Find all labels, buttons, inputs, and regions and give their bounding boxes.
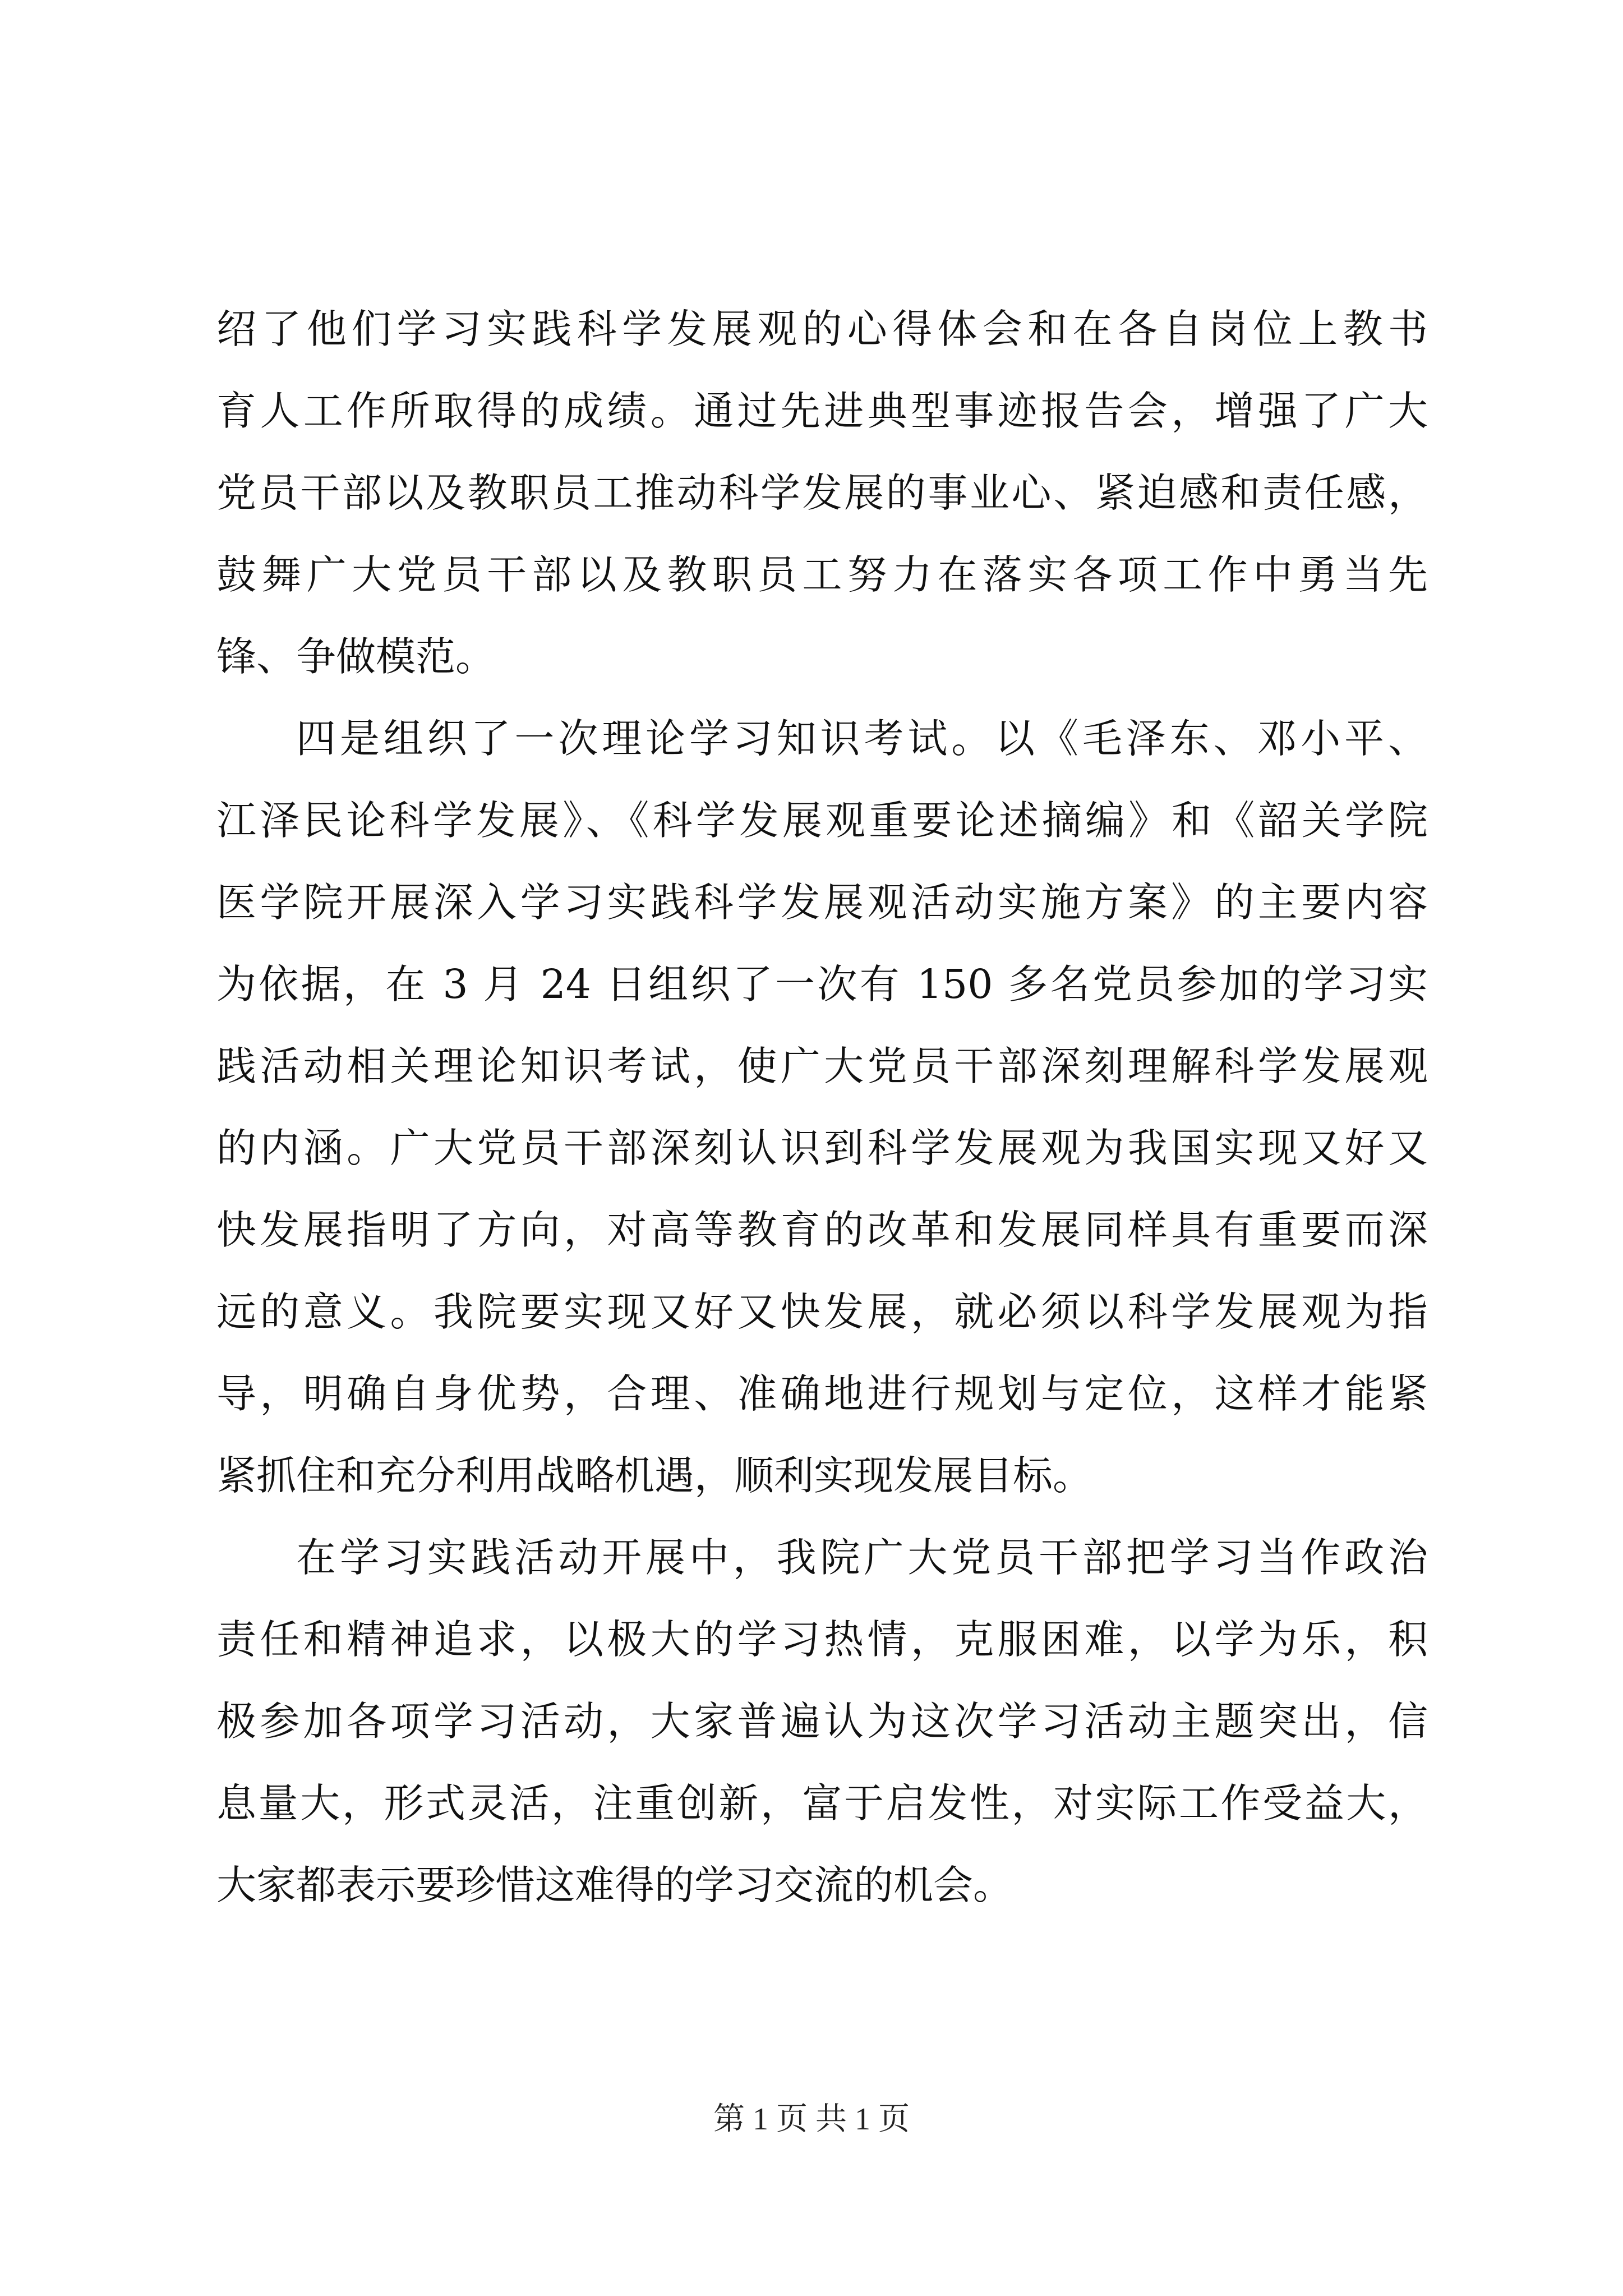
- text-line: 责任和精神追求，以极大的学习热情，克服困难，以学为乐，积: [216, 1616, 1428, 1663]
- text-line: 极参加各项学习活动，大家普遍认为这次学习活动主题突出，信: [216, 1698, 1428, 1745]
- text-line: 在学习实践活动开展中，我院广大党员干部把学习当作政治: [296, 1534, 1428, 1581]
- text-line: 大家都表示要珍惜这难得的学习交流的机会。: [216, 1862, 1013, 1908]
- text-line: 党员干部以及教职员工推动科学发展的事业心、紧迫感和责任感，: [216, 470, 1428, 516]
- text-line: 四是组织了一次理论学习知识考试。以《毛泽东、邓小平、: [296, 715, 1428, 762]
- text-line: 江泽民论科学发展》、《科学发展观重要论述摘编》和《韶关学院: [216, 797, 1428, 844]
- text-line: 育人工作所取得的成绩。通过先进典型事迹报告会，增强了广大: [216, 388, 1428, 434]
- page-number-label: 第 1 页 共 1 页: [713, 2102, 910, 2137]
- text-line: 导，明确自身优势，合理、准确地进行规划与定位，这样才能紧: [216, 1370, 1428, 1417]
- text-line: 息量大，形式灵活，注重创新，富于启发性，对实际工作受益大，: [216, 1780, 1428, 1826]
- text-line: 鼓舞广大党员干部以及教职员工努力在落实各项工作中勇当先: [216, 551, 1428, 598]
- text-line: 践活动相关理论知识考试，使广大党员干部深刻理解科学发展观: [216, 1043, 1428, 1089]
- text-line: 锋、争做模范。: [216, 633, 496, 680]
- text-line: 紧抓住和充分利用战略机遇，顺利实现发展目标。: [216, 1452, 1093, 1499]
- text-line: 绍了他们学习实践科学发展观的心得体会和在各自岗位上教书: [216, 306, 1428, 352]
- text-line: 为依据，在 3 月 24 日组织了一次有 150 多名党员参加的学习实: [216, 961, 1428, 1007]
- text-line: 快发展指明了方向，对高等教育的改革和发展同样具有重要而深: [216, 1207, 1428, 1253]
- text-line: 远的意义。我院要实现又好又快发展，就必须以科学发展观为指: [216, 1289, 1428, 1335]
- text-line: 的内涵。广大党员干部深刻认识到科学发展观为我国实现又好又: [216, 1125, 1428, 1171]
- page-footer: [0, 2100, 1623, 2139]
- text-line: 医学院开展深入学习实践科学发展观活动实施方案》的主要内容: [216, 879, 1428, 926]
